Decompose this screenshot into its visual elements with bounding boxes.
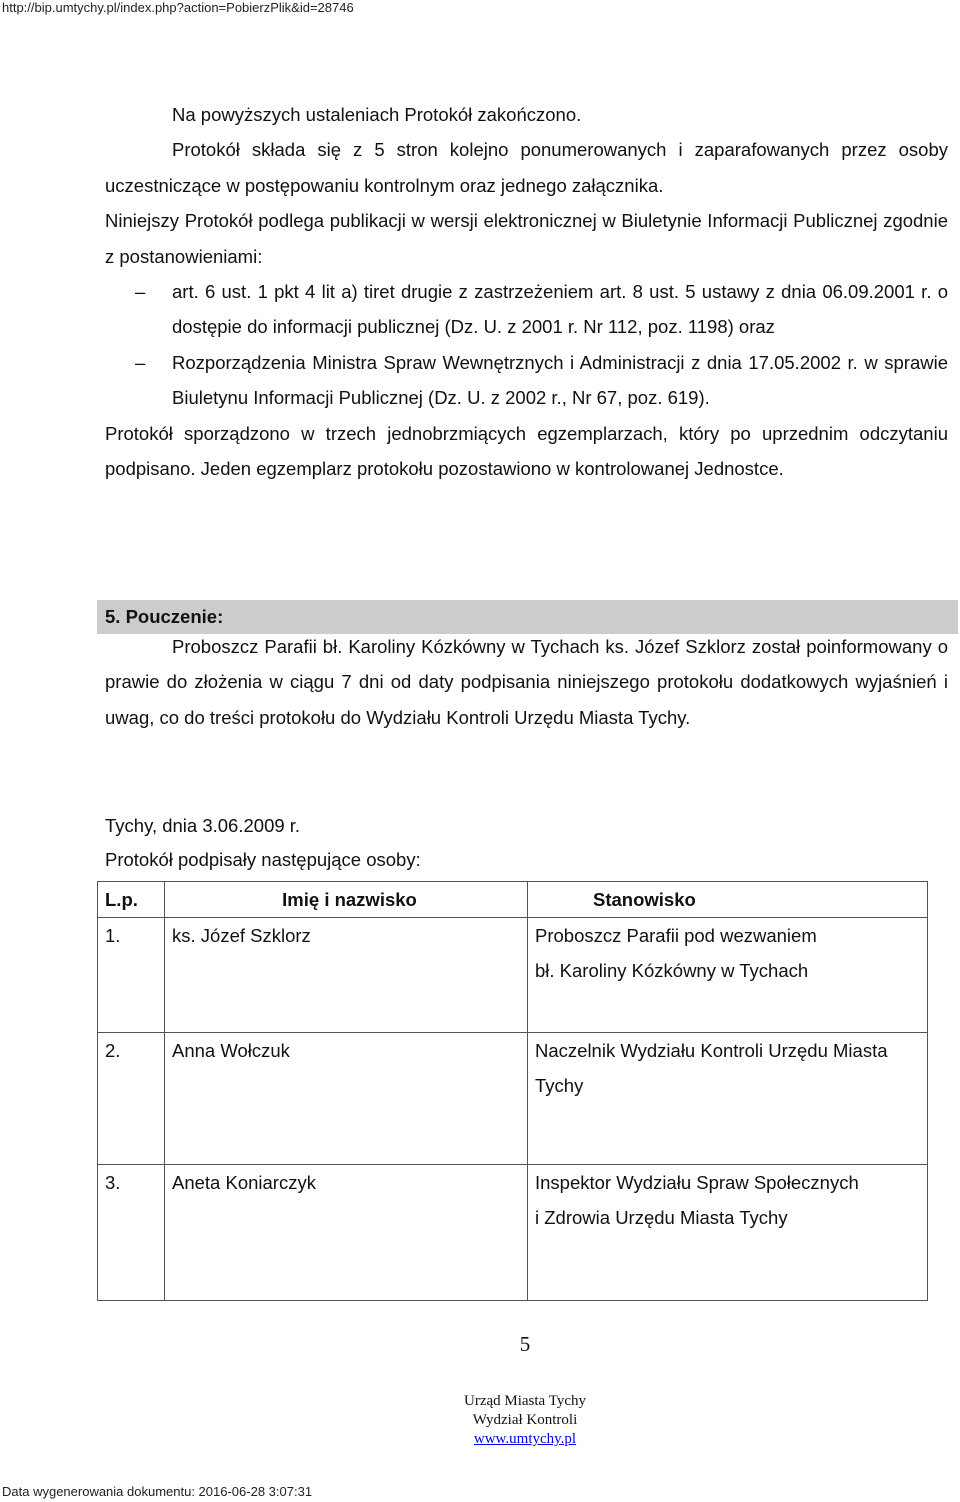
position-line: Tychy <box>535 1075 584 1096</box>
generation-timestamp: Data wygenerowania dokumentu: 2016-06-28 3:07:31 <box>2 1484 313 1499</box>
table-row <box>98 918 928 1033</box>
header-lp: L.p. <box>98 882 165 918</box>
position-line: Inspektor Wydziału Spraw Społecznych <box>535 1172 859 1193</box>
footer-department: Wydział Kontroli <box>472 1412 578 1428</box>
list-item-text: art. 6 ust. 1 pkt 4 lit a) tiret drugie z zastrzeżeniem art. 8 ust. 5 ustawy z dnia 06.09.2001 r. o dostępie do informacji publicznej (Dz. U. z 2001 r. Nr 112, poz. 1198) oraz <box>172 281 948 338</box>
cell-lp: 1. <box>98 918 165 1033</box>
position-line: bł. Karoliny Kózkówny w Tychach <box>535 960 809 981</box>
source-url: http://bip.umtychy.pl/index.php?action=PobierzPlik&id=28746 <box>2 0 354 15</box>
document-body <box>105 97 948 486</box>
notice-paragraph: Proboszcz Parafii bł. Karoliny Kózkówny w Tychach ks. Józef Szklorz został poinformowany o prawie do złożenia w ciągu 7 dni od daty podpisania niniejszego protokołu dodatkowych wyjaśnień i uwag, co do treści protokołu do Wydziału Kontroli Urzędu Miasta Tychy. <box>105 636 948 728</box>
position-line: Naczelnik Wydziału Kontroli Urzędu Miasta <box>535 1040 888 1061</box>
list-item <box>105 274 948 345</box>
date-line: Tychy, dnia 3.06.2009 r. <box>105 815 301 836</box>
cell-lp: 2. <box>98 1033 165 1165</box>
dash-bullet-icon: – <box>135 281 146 303</box>
footer-office: Urząd Miasta Tychy <box>464 1393 586 1409</box>
signatories-table <box>97 881 928 1301</box>
legal-basis-list <box>105 274 948 416</box>
table-row <box>98 1165 928 1301</box>
header-name: Imię i nazwisko <box>165 882 528 918</box>
cell-position <box>528 918 928 1033</box>
cell-name: Aneta Koniarczyk <box>165 1165 528 1301</box>
paragraph-pages: Protokół składa się z 5 stron kolejno ponumerowanych i zaparafowanych przez osoby uczestniczące w postępowaniu kontrolnym oraz jednego załącznika. <box>105 139 948 196</box>
paragraph-publication: Niniejszy Protokół podlega publikacji w wersji elektronicznej w Biuletynie Informacji Publicznej zgodnie z postanowieniami: <box>105 210 948 267</box>
signatories-intro: Protokół podpisały następujące osoby: <box>105 849 421 870</box>
position-line: Proboszcz Parafii pod wezwaniem <box>535 925 817 946</box>
cell-position <box>528 1033 928 1165</box>
list-item-text: Rozporządzenia Ministra Spraw Wewnętrznych i Administracji z dnia 17.05.2002 r. w sprawie Biuletynu Informacji Publicznej (Dz. U. z 2002 r., Nr 67, poz. 619). <box>172 351 948 409</box>
page-number: 5 <box>519 1332 531 1356</box>
paragraph-copies: Protokół sporządzono w trzech jednobrzmiących egzemplarzach, który po uprzednim odczytaniu podpisano. Jeden egzemplarz protokołu pozostawiono w kontrolowanej Jednostce. <box>105 422 948 480</box>
cell-lp: 3. <box>98 1165 165 1301</box>
section-title: 5. Pouczenie: <box>105 606 224 627</box>
cell-name: ks. Józef Szklorz <box>165 918 528 1033</box>
table-header-row <box>98 882 928 918</box>
position-line: i Zdrowia Urzędu Miasta Tychy <box>535 1207 788 1228</box>
cell-position <box>528 1165 928 1301</box>
footer <box>0 1392 960 1449</box>
paragraph-closing: Na powyższych ustaleniach Protokół zakończono. <box>172 104 582 125</box>
table-row <box>98 1033 928 1165</box>
footer-website-link[interactable]: www.umtychy.pl <box>473 1431 577 1447</box>
dash-bullet-icon: – <box>135 351 146 373</box>
section-body <box>105 629 948 735</box>
header-position: Stanowisko <box>528 882 928 918</box>
cell-name: Anna Wołczuk <box>165 1033 528 1165</box>
list-item <box>105 345 948 416</box>
